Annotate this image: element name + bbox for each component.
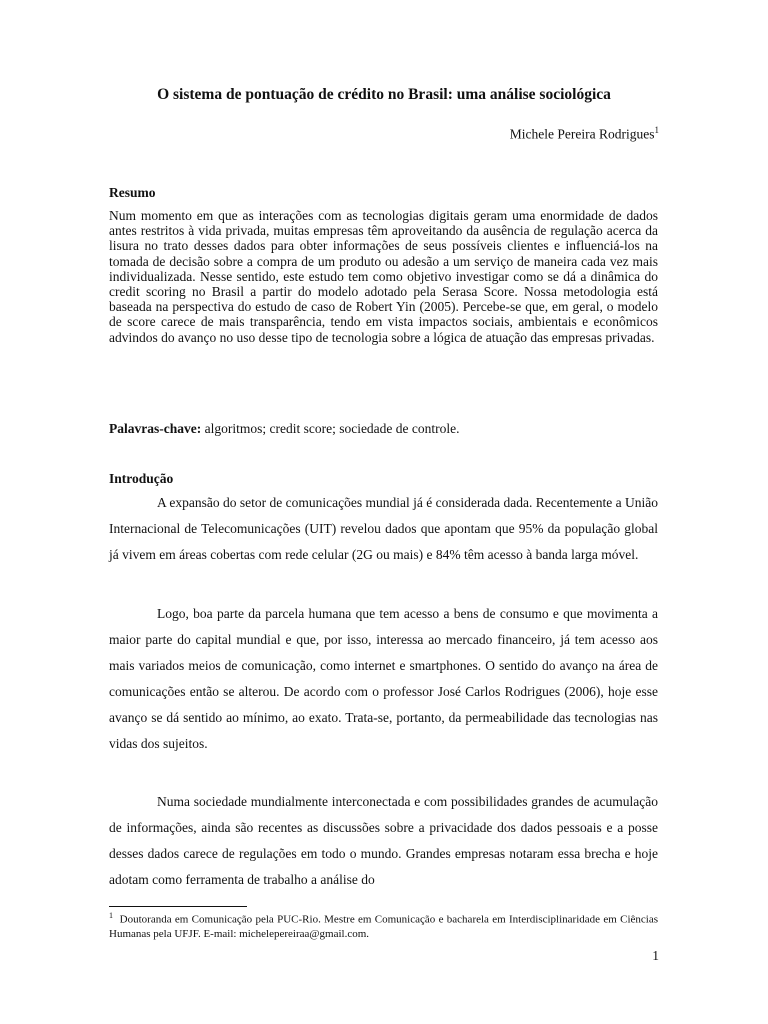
keywords-line (109, 421, 460, 437)
intro-paragraph-1: A expansão do setor de comunicações mundial já é considerada dada. Recentemente a União Internacional de Telecomunicações (UIT) revelou dados que apontam que 95% da população global já vivem em áreas cobertas com rede celular (2G ou mais) e 84% têm acesso à banda larga móvel. (109, 495, 658, 562)
abstract-text: Num momento em que as interações com as tecnologias digitais geram uma enormidade de dados antes restritos à vida privada, muitas empresas têm aproveitando da ausência de regulação acerca da lisura no trato desses dados para obter informações de seus possíveis clientes e influenciá-los na tomada de decisão sobre a compra de um produto ou adesão a um serviço de maneira cada vez mais individualizada. Nesse sentido, este estudo tem como objetivo investigar como se dá a dinâmica do credit scoring no Brasil a partir do modelo adotado pela Serasa Score. Nossa metodologia está baseada na perspectiva do estudo de caso de Robert Yin (2005). Percebe-se que, em geral, o modelo de score carece de mais transparência, tendo em vista impactos sociais, ambientais e econômicos advindos do avanço no uso desse tipo de tecnologia sobre a lógica de atuação das empresas privadas. (109, 208, 658, 345)
abstract-heading: Resumo (109, 185, 156, 200)
intro-paragraph-3: Numa sociedade mundialmente interconectada e com possibilidades grandes de acumulação de informações, ainda são recentes as discussões sobre a privacidade dos dados pessoais e a posse desses dados carece de regulações em todo o mundo. Grandes empresas notaram essa brecha e hoje adotam como ferramenta de trabalho a análise do (109, 794, 658, 887)
page-number: 1 (652, 948, 659, 963)
footnote-divider (109, 906, 247, 907)
footnote-text: Doutoranda em Comunicação pela PUC-Rio. Mestre em Comunicação e bacharela em Interdisciplinaridade em Ciências Humanas pela UFJF. E-mail: michelepereiraa@gmail.com. (109, 913, 658, 941)
paper-title: O sistema de pontuação de crédito no Brasil: uma análise sociológica (157, 86, 611, 103)
keywords-label: Palavras-chave: (109, 421, 202, 436)
footnote (109, 909, 658, 942)
footnote-marker: 1 (109, 911, 113, 920)
introduction-heading: Introdução (109, 471, 174, 486)
author-footnote-marker[interactable]: 1 (654, 125, 659, 135)
keywords-text: algoritmos; credit score; sociedade de controle. (204, 421, 460, 436)
intro-paragraph-2: Logo, boa parte da parcela humana que tem acesso a bens de consumo e que movimenta a maior parte do capital mundial e que, por isso, interessa ao mercado financeiro, já tem acesso aos mais variados meios de comunicação, como internet e smartphones. O sentido do avanço na área de comunicações então se alterou. De acordo com o professor José Carlos Rodrigues (2006), hoje esse avanço se dá sentido ao mínimo, ao exato. Trata-se, portanto, da permeabilidade das tecnologias nas vidas dos sujeitos. (109, 606, 658, 751)
author-name: Michele Pereira Rodrigues (509, 126, 655, 142)
author-line (510, 125, 659, 143)
